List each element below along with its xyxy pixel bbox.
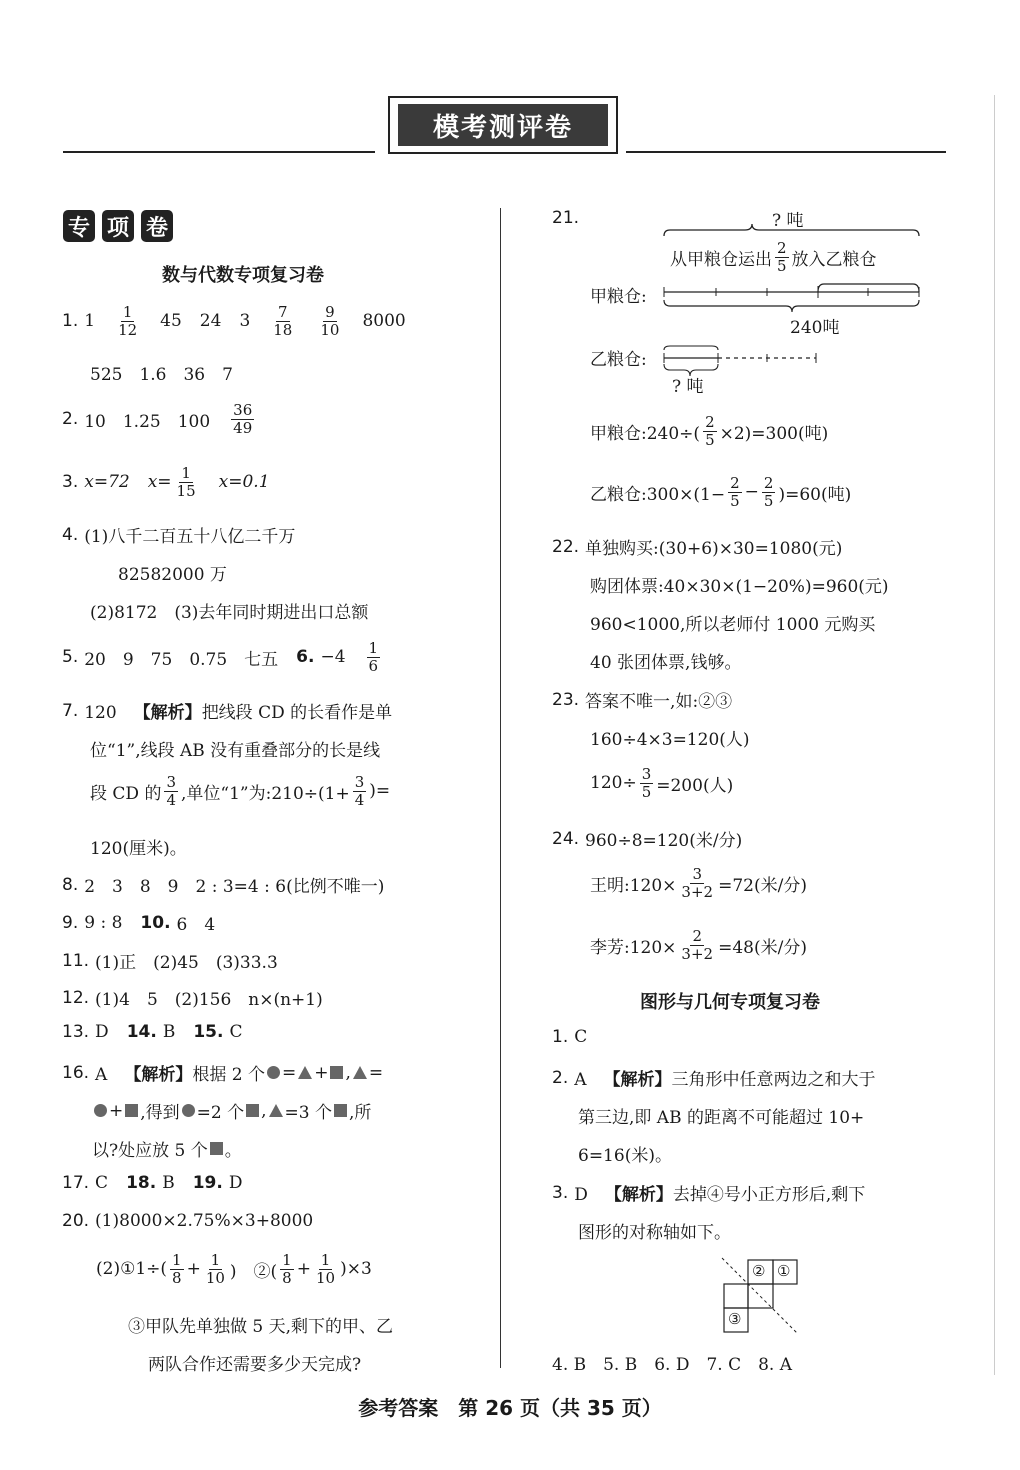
- answer-4-line2: 82582000 万: [118, 565, 227, 585]
- section-badge-3: 卷: [141, 210, 173, 242]
- geo-answer-2-line2: 第三边,即 AB 的距离不可能超过 10+: [578, 1108, 865, 1128]
- section-badge-1: 专: [63, 210, 95, 242]
- geo-answer-3-line2: 图形的对称轴如下。: [578, 1223, 731, 1243]
- diagram-240-label: 240吨: [790, 318, 840, 338]
- answer-24: 24. 960÷8=120(米/分): [552, 828, 743, 851]
- geo-answer-1: 1. C: [552, 1027, 588, 1047]
- answer-20: 20. (1)8000×2.75%×3+8000: [62, 1211, 314, 1231]
- answer-2: 2. 10 1.25 100 $\frac{36}{49}$: [62, 401, 253, 437]
- answer-23-line2: 160÷4×3=120(人): [590, 730, 750, 750]
- square-shape-icon: [334, 1104, 347, 1117]
- answer-1-line2: 525 1.6 36 7: [90, 365, 233, 385]
- triangle-shape-icon: [353, 1066, 367, 1079]
- answer-4-line3: (2)8172 (3)去年同时期进出口总额: [90, 603, 369, 623]
- answer-21-calc2: 乙粮仓:300×(1− $\frac{2}{5}$ − $\frac{2}{5}$ )=60(吨): [590, 474, 852, 510]
- banner-title: 模考测评卷: [398, 104, 608, 146]
- answer-22-line2: 购团体票:40×30×(1−20%)=960(元): [590, 577, 889, 597]
- square-shape-icon: [125, 1104, 138, 1117]
- diagram-description: 从甲粮仓运出 $\frac{2}{5}$ 放入乙粮仓: [670, 239, 877, 275]
- square-shape-icon: [330, 1066, 343, 1079]
- triangle-shape-icon: [269, 1104, 283, 1117]
- answer-7-line2: 位“1”,线段 AB 没有重叠部分的长是线: [90, 741, 381, 761]
- answer-21-calc1: 甲粮仓:240÷( $\frac{2}{5}$ ×2)=300(吨): [590, 413, 829, 449]
- answer-22-line4: 40 张团体票,钱够。: [590, 653, 742, 673]
- geo-answer-2-line3: 6=16(米)。: [578, 1146, 672, 1166]
- answer-12: 12. (1)4 5 (2)156 n×(n+1): [62, 987, 323, 1010]
- page-edge-line: [994, 95, 995, 1375]
- square-label-2: ②: [752, 1262, 766, 1280]
- answer-23-line3: 120÷ $\frac{3}{5}$ =200(人): [590, 765, 734, 801]
- geo-answer-3: 3. D 【解析】 去掉④号小正方形后,剩下: [552, 1182, 866, 1205]
- banner-frame: [388, 96, 618, 154]
- answer-16-line3: 以?处应放 5 个 。: [92, 1141, 242, 1161]
- square-shape-icon: [246, 1104, 259, 1117]
- section-title-algebra: 数与代数专项复习卷: [162, 265, 324, 286]
- answer-8: 8. 2 3 8 9 2 : 3=4 : 6(比例不唯一): [62, 874, 385, 897]
- section-title-geometry: 图形与几何专项复习卷: [640, 992, 820, 1013]
- diagram-bottom-label: ? 吨: [672, 377, 704, 397]
- page-footer: 参考答案 第 26 页（共 35 页）: [358, 1396, 662, 1420]
- answer-23: 23. 答案不唯一,如:②③: [552, 689, 733, 712]
- answer-22: 22. 单独购买:(30+6)×30=1080(元): [552, 536, 843, 559]
- square-shape-icon: [210, 1142, 223, 1155]
- answer-20-line2: (2)①1÷( $\frac{1}{8}$ + $\frac{1}{10}$ ) ②( $\frac{1}{8}$ + $\frac{1}{10}$ )×3: [96, 1251, 372, 1287]
- answer-9-10: 9. 9 : 8 10. 6 4: [62, 912, 216, 935]
- answer-7-line4: 120(厘米)。: [90, 839, 187, 859]
- square-label-1: ①: [777, 1262, 791, 1280]
- answer-24-line3: 李芳:120× $\frac{2}{3+2}$ =48(米/分): [590, 927, 807, 963]
- answer-1: 1. 1 $\frac{1}{12}$ 45 24 3 $\frac{7}{18}$ $\frac{9}{10}$ 8000: [62, 303, 406, 339]
- answer-4: 4. (1)八千二百五十八亿二千万: [62, 524, 296, 547]
- triangle-shape-icon: [298, 1066, 312, 1079]
- answer-11: 11. (1)正 (2)45 (3)33.3: [62, 950, 278, 973]
- answer-20-line4: 两队合作还需要多少天完成?: [148, 1355, 362, 1375]
- answer-16: 16. A 【解析】 根据 2 个 = + , =: [62, 1062, 384, 1085]
- answer-17-19: 17. C 18. B 19. D: [62, 1173, 243, 1193]
- answer-21: 21.: [552, 208, 580, 228]
- square-label-3: ③: [728, 1310, 742, 1328]
- circle-shape-icon: [267, 1066, 280, 1079]
- answer-3: 3. x=72 x= $\frac{1}{15}$ x=0.1: [62, 464, 270, 500]
- answer-16-line2: + ,得到 =2 个 , =3 个 ,所: [92, 1098, 371, 1123]
- answer-22-line3: 960<1000,所以老师付 1000 元购买: [590, 615, 876, 635]
- answer-7: 7. 120 【解析】 把线段 CD 的长看作是单: [62, 700, 393, 723]
- answer-5-6: 5. 20 9 75 0.75 七五 6. −4 $\frac{1}{6}$: [62, 639, 379, 675]
- column-divider: [500, 208, 501, 1368]
- diagram-top-label: ? 吨: [772, 211, 804, 231]
- diagram-jia-label: 甲粮仓:: [590, 287, 647, 307]
- circle-shape-icon: [94, 1104, 107, 1117]
- circle-shape-icon: [182, 1104, 195, 1117]
- section-badge-2: 项: [102, 210, 134, 242]
- answer-7-line3: 段 CD 的 $\frac{3}{4}$ ,单位“1”为:210÷(1+ $\frac{3}{4}$ )=: [90, 773, 391, 809]
- header-rule-right: [626, 151, 946, 153]
- geo-answer-2: 2. A 【解析】 三角形中任意两边之和大于: [552, 1067, 876, 1090]
- header-rule-left: [63, 151, 375, 153]
- answer-20-line3: ③甲队先单独做 5 天,剩下的甲、乙: [128, 1317, 394, 1337]
- geo-answers-4-8: 4. B 5. B 6. D 7. C 8. A: [552, 1355, 793, 1375]
- answer-24-line2: 王明:120× $\frac{3}{3+2}$ =72(米/分): [590, 865, 807, 901]
- answer-13-15: 13. D 14. B 15. C: [62, 1022, 243, 1042]
- diagram-yi-label: 乙粮仓:: [590, 350, 647, 370]
